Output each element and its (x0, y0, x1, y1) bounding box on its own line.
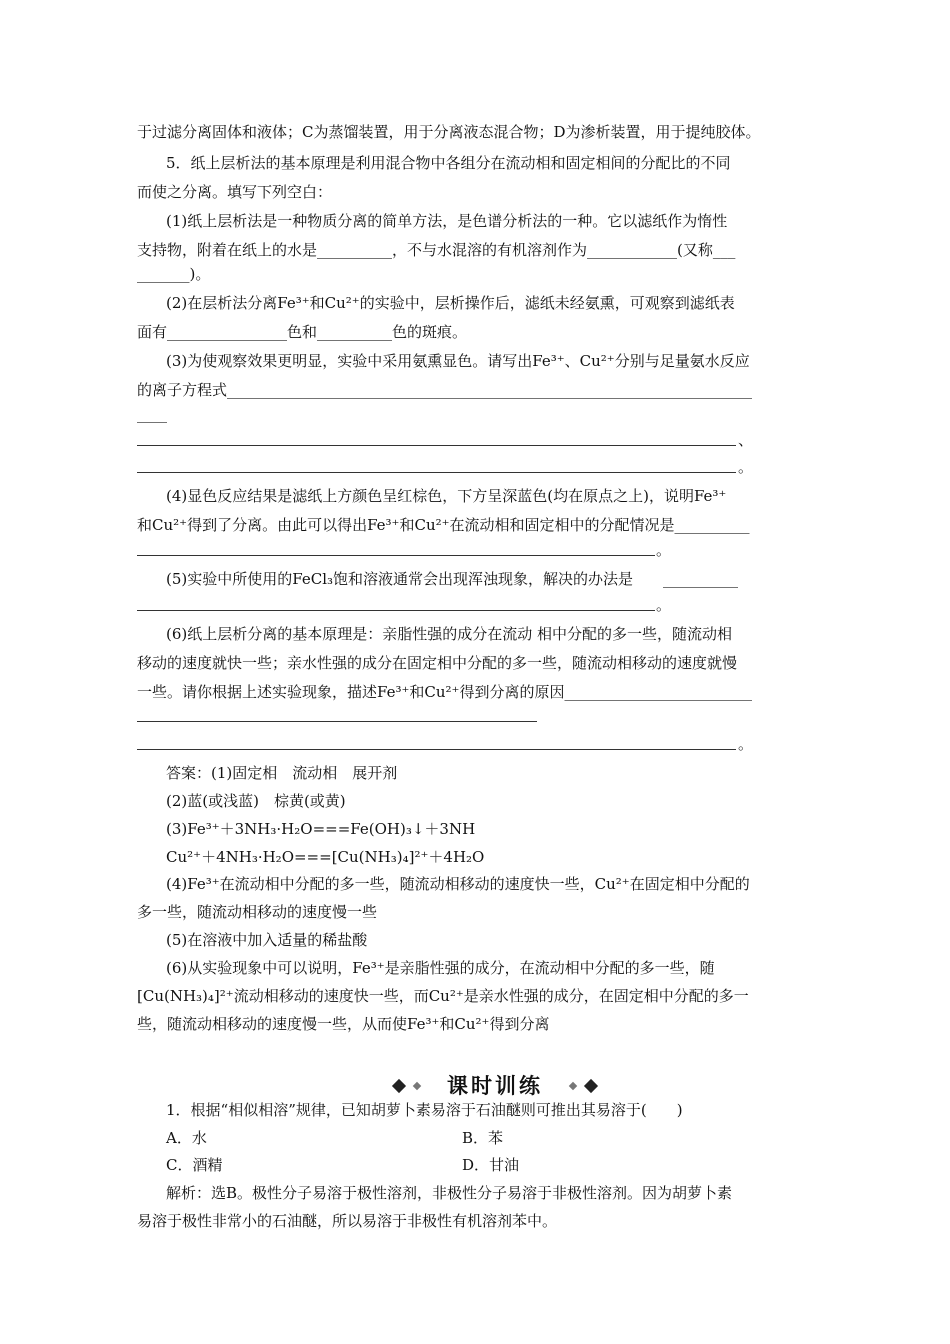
text-line: 于过滤分离固体和液体；C为蒸馏装置，用于分离液态混合物；D为渗析装置，用于提纯胶体。 (137, 123, 761, 141)
explanation-line: 解析：选B。极性分子易溶于极性溶剂，非极性分子易溶于非极性溶剂。因为胡萝卜素 (166, 1184, 733, 1202)
text-line: 支持物，附着在纸上的水是__________，不与水混溶的有机溶剂作为____________(又称___ (137, 241, 736, 259)
text-line: 。 (656, 541, 672, 559)
text-line: ____ (137, 405, 167, 423)
option-a: A．水 (166, 1129, 207, 1147)
text-line: 的离子方程式______________________________________________________________________ (137, 381, 753, 399)
section-header (390, 1073, 600, 1099)
answer-label: 答案：(1)固定相 流动相 展开剂 (166, 764, 398, 782)
text-line: 一些。请你根据上述实验现象，描述Fe³⁺和Cu²⁺得到分离的原因_________________________ (137, 683, 752, 701)
answer-equation-cu: Cu²⁺＋4NH₃·H₂O===[Cu(NH₃)₄]²⁺＋4H₂O (166, 848, 485, 866)
option-c: C．酒精 (166, 1156, 223, 1174)
text-line: [Cu(NH₃)₄]²⁺流动相移动的速度快一些，而Cu²⁺是亲水性强的成分，在固定相中分配的多一 (137, 987, 749, 1005)
text-line: 多一些，随流动相移动的速度慢一些 (137, 903, 378, 921)
question-5-part-6: (6)纸上层析分离的基本原理是：亲脂性强的成分在流动 相中分配的多一些，随流动相 (166, 625, 733, 643)
diamond-ornament-icon (392, 1079, 406, 1093)
text-line: 、 (738, 431, 754, 449)
practice-question-1: 1．根据“相似相溶”规律，已知胡萝卜素易溶于石油醚则可推出其易溶于( ) (166, 1101, 683, 1119)
text-line: 。 (738, 735, 754, 753)
diamond-ornament-icon (584, 1079, 598, 1093)
option-d: D．甘油 (462, 1156, 520, 1174)
section-header-title: 课时训练 (447, 1074, 543, 1098)
text-line: 移动的速度就快一些；亲水性强的成分在固定相中分配的多一些，随流动相移动的速度就慢 (137, 654, 738, 672)
text-line: _______)。 (137, 265, 211, 283)
answer-line: (6)从实验现象中可以说明，Fe³⁺是亲脂性强的成分，在流动相中分配的多一些，随 (166, 959, 715, 977)
answer-blank-line (137, 610, 655, 611)
answer-line: (5)在溶液中加入适量的稀盐酸 (166, 931, 368, 949)
answer-line: (4)Fe³⁺在流动相中分配的多一些，随流动相移动的速度快一些，Cu²⁺在固定相中分配的 (166, 875, 750, 893)
text-line: 。 (738, 458, 754, 476)
option-b: B．苯 (462, 1129, 504, 1147)
answer-line: (2)蓝(或浅蓝) 棕黄(或黄) (166, 792, 346, 810)
text-line: 而使之分离。填写下列空白： (137, 183, 333, 201)
answer-equation-fe: (3)Fe³⁺＋3NH₃·H₂O===Fe(OH)₃↓＋3NH (166, 820, 476, 838)
diamond-ornament-icon (569, 1082, 577, 1090)
answer-blank-line (137, 472, 736, 473)
answer-blank-line (137, 555, 655, 556)
diamond-ornament-icon (413, 1082, 421, 1090)
question-5-part-3: (3)为使观察效果更明显，实验中采用氨熏显色。请写出Fe³⁺、Cu²⁺分别与足量氨水反应 (166, 352, 750, 370)
answer-blank-line (137, 721, 537, 722)
question-5-part-4: (4)显色反应结果是滤纸上方颜色呈红棕色，下方呈深蓝色(均在原点之上)，说明Fe³⁺ (166, 487, 727, 505)
question-5-part-1: (1)纸上层析法是一种物质分离的简单方法，是色谱分析法的一种。它以滤纸作为惰性 (166, 212, 728, 230)
text-line: 易溶于极性非常小的石油醚，所以易溶于非极性有机溶剂苯中。 (137, 1212, 558, 1230)
text-line: 。 (656, 596, 672, 614)
question-5-stem: 5．纸上层析法的基本原理是利用混合物中各组分在流动相和固定相间的分配比的不同 (166, 154, 731, 172)
text-line: 和Cu²⁺得到了分离。由此可以得出Fe³⁺和Cu²⁺在流动相和固定相中的分配情况是__________ (137, 516, 750, 534)
text-line: 面有________________色和__________色的斑痕。 (137, 323, 468, 341)
question-5-part-2: (2)在层析法分离Fe³⁺和Cu²⁺的实验中，层析操作后，滤纸未经氨熏，可观察到滤纸表 (166, 294, 735, 312)
answer-blank-line (137, 445, 736, 446)
text-line: 些，随流动相移动的速度慢一些，从而使Fe³⁺和Cu²⁺得到分离 (137, 1015, 550, 1033)
answer-blank-line (137, 749, 736, 750)
question-5-part-5: (5)实验中所使用的FeCl₃饱和溶液通常会出现浑浊现象，解决的办法是 __________ (166, 570, 739, 588)
